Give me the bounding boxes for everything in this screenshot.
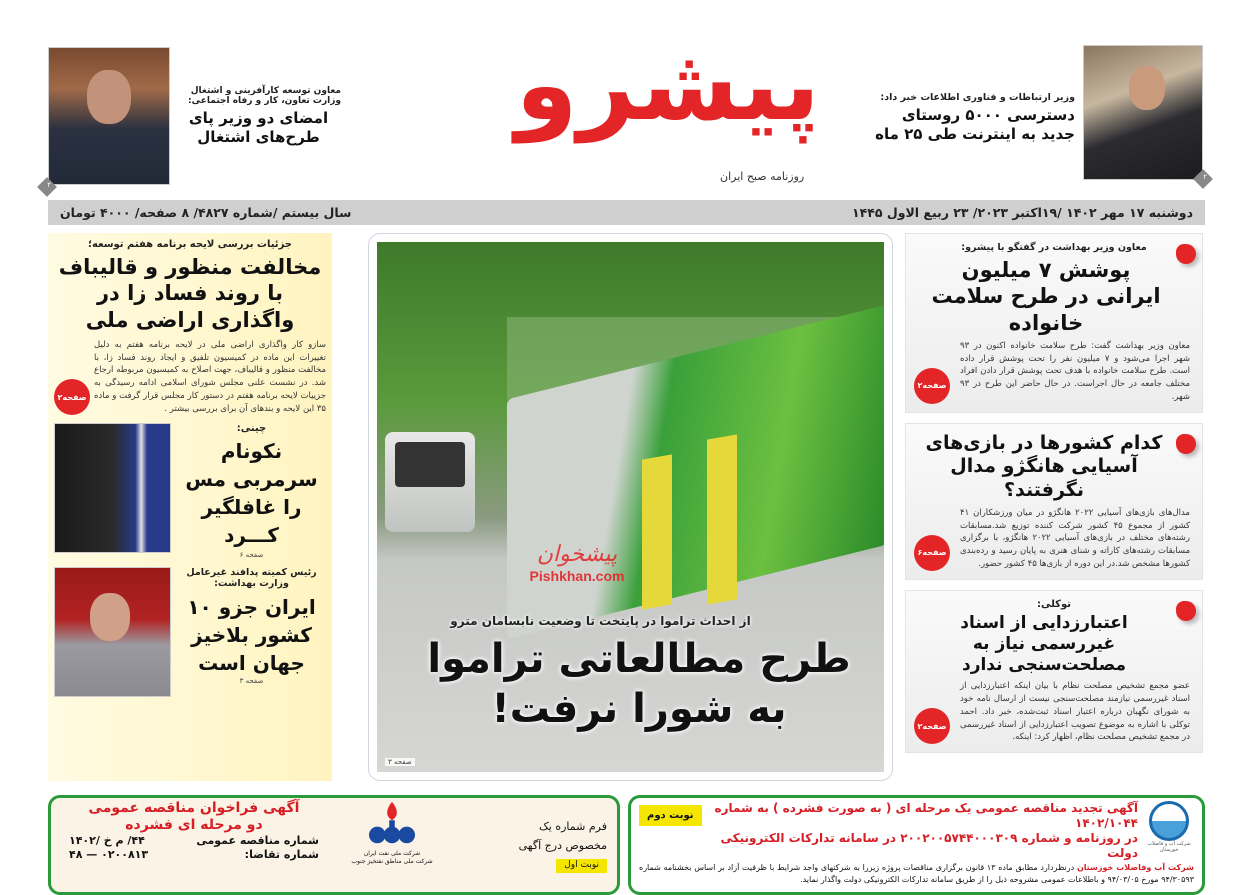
headline: مخالفت منظور و قالیباف با روند فساد زا در واگذاری اراضی ملی xyxy=(58,255,322,332)
coach-photo xyxy=(54,423,171,553)
kicker: رئیس کمیته پدافند غیرعامل وزارت بهداشت: xyxy=(186,567,317,590)
page-marker: ۲ xyxy=(37,177,57,197)
issue-date: دوشنبه ۱۷ مهر ۱۴۰۲ /۱۹اکتبر ۲۰۲۳/ ۲۳ ربیع الاول ۱۴۴۵ xyxy=(851,205,1193,220)
left-column xyxy=(48,233,332,781)
round-badge: نوبت دوم xyxy=(639,805,702,826)
story-2 xyxy=(177,423,326,559)
page-ref: صفحه ۳ xyxy=(385,758,415,766)
page-ref: صفحه ۶ xyxy=(239,551,264,560)
watermark: پیشخوان Pishkhan.com xyxy=(529,542,625,585)
date-bar xyxy=(48,200,1205,225)
ad-title: در روزنامه و شماره ۲۰۰۲۰۰۵۷۴۴۰۰۰۳۰۹ در سامانه تدارکات الکترونیکی دولت xyxy=(720,831,1138,860)
deputy-photo xyxy=(48,47,170,185)
bullet-icon xyxy=(1176,434,1196,454)
headline: نکونام سرمربی مس را غافلگیر کـــرد xyxy=(185,439,318,548)
water-logo-block xyxy=(1144,801,1194,853)
headline: پوشش ۷ میلیون ایرانی در طرح سلامت خانواده xyxy=(931,258,1161,335)
story-2-row xyxy=(54,423,326,559)
page-badge[interactable]: صفحه۶ xyxy=(914,535,950,571)
headline: دسترسی ۵۰۰۰ روستای جدید به اینترنت طی ۲۵ ماه xyxy=(875,106,1075,143)
story-body: عضو مجمع تشخیص مصلحت نظام با بیان اینکه اعتبارزدایی از اسناد غیررسمی نیازمند مصلحت‌سنجی نیست از ارسال نامه خود به شورای نگهبان درباره اعتبار اسناد ثبت‌شده، خبر داد. احمد توکلی با اشاره به موضوع تصویب اعتبارزدایی از اسناد غیررسمی در مجمع تشخیص مصلحت نظام، اظهار کرد: اینکه. xyxy=(960,681,1190,743)
ad-title: دو مرحله ای فشرده xyxy=(125,816,263,833)
kicker: توکلی: xyxy=(1036,598,1072,610)
headline: امضای دو وزیر پای طرح‌های اشتغال xyxy=(188,109,329,146)
issue-number: سال بیستم /شماره ۴۸۲۷/ ۸ صفحه/ ۴۰۰۰ تومان xyxy=(60,205,352,220)
round-badge: نوبت اول xyxy=(556,859,607,873)
kicker: جزئیات بررسی لایحه برنامه هفتم توسعه؛ xyxy=(88,239,292,250)
form-label: فرم شماره یک xyxy=(538,820,607,833)
ad-water-company[interactable] xyxy=(628,795,1205,895)
kicker: چینی: xyxy=(236,423,267,435)
bullet-icon xyxy=(1176,244,1196,264)
minister-photo xyxy=(1083,45,1203,180)
right-story-1 xyxy=(905,233,1203,413)
page-ref: صفحه ۳ xyxy=(239,677,264,686)
page-marker: ۲ xyxy=(1193,169,1213,189)
story-body: سازو کار واگذاری اراضی ملی در لایحه برنامه هفتم به دلیل تغییرات این ماده در کمیسیون تلفیق و ایجاد روند فساد زا، با مخالفت منظور و قالیباف، جهت اصلاح به کمیسیون مربوطه ارجاع شد. در نشست علنی مجلس شورای اسلامی ادامه رسیدگی به جزییات لایحه برنامه هفتم در دستور کار مجلس قرار گرفت و ماده ۳۵ این لایحه و بندهای آن برای بررسی بیشتر . xyxy=(94,339,326,414)
story-3-row xyxy=(54,567,326,697)
bullet-icon xyxy=(1176,601,1196,621)
headline: ایران جزو ۱۰ کشور بلاخیز جهان است xyxy=(187,595,316,676)
ad-title: آگهی فراخوان مناقصه عمومی xyxy=(88,800,300,816)
center-story xyxy=(377,614,884,734)
kicker: معاون توسعه کارآفرینی و اشتغال وزارت تعاون، کار و رفاه اجتماعی: xyxy=(188,86,341,106)
right-story-2 xyxy=(905,423,1203,580)
ad-oil-company[interactable]: فرم شماره یک مخصوص درج آگهی نوبت اول شرکت ملی نفت ایران شرکت ملی مناطق نفتخیز جنوب آگهی فراخوان مناقصه عمومی دو مرحله ای فشرده شماره مناقصه عمومی ۴۴/ م خ /۱۴۰۲ شماره تقاضا: ۰۲۰۰۸۱۳ — ۴۸ xyxy=(48,795,620,895)
lead-story xyxy=(54,239,326,415)
headline: اعتبارزدایی از اسناد غیررسمی نیاز به مصلحت‌سنجی ندارد xyxy=(960,612,1128,675)
story-body: معاون وزیر بهداشت گفت: طرح سلامت خانواده اکنون در ۹۳ شهر اجرا می‌شود و ۷ میلیون نفر را تحت پوشش قرار داده است. طرح سلامت خانواده با هدف تحت پوشش قرار دادن افراد مختلف جامعه در حال اجراست. در حال حاضر این طرح در ۹۳ شهر. xyxy=(960,340,1190,402)
story-body: مدال‌های بازی‌های آسیایی ۲۰۲۲ هانگژو در میان ورزشکاران ۴۱ کشور از مجموع ۴۵ کشور شرکت کننده توزیع شد.مسابقات رشته‌های مختلف در بازی‌های آسیایی ۲۰۲۲ هانگژو، با برگزاری مسابقات رشته‌های کاراته و شنای هنری به پایان رسید و رده‌بندی کشورها مشخص شد.در این دوره از بازی‌ها ۴۵ کشور حضور. xyxy=(960,507,1191,569)
kicker: از احداث تراموا در پایتخت تا وضعیت نابسامان مترو xyxy=(450,614,751,628)
kicker: وزیر ارتباطات و فناوری اطلاعات خبر داد: xyxy=(880,92,1075,103)
masthead-logo xyxy=(515,10,820,195)
top-left-story xyxy=(176,86,341,147)
center-photo-frame xyxy=(368,233,893,781)
form-label: مخصوص درج آگهی xyxy=(518,838,607,852)
tram-photo xyxy=(377,242,884,772)
right-story-3 xyxy=(905,590,1203,754)
logo-text: پیشرو xyxy=(515,26,820,143)
official-photo xyxy=(54,567,171,697)
headline: کدام کشورها در بازی‌های آسیایی هانگژو مدال نگرفتند؟ xyxy=(925,431,1163,501)
nioc-logo: شرکت ملی نفت ایران شرکت ملی مناطق نفتخیز جنوب xyxy=(337,800,447,867)
top-right-story xyxy=(875,92,1075,144)
water-logo xyxy=(1149,801,1189,841)
page-badge[interactable]: صفحه۲ xyxy=(914,708,950,744)
kicker: معاون وزیر بهداشت در گفتگو با پیشرو: xyxy=(961,242,1147,253)
story-3 xyxy=(177,567,326,685)
ad-text: شرکت آب وفاضلاب خوزستان درنظردارد مطابق ماده ۱۳ قانون برگزاری مناقصات پروژه زیررا به شرکتهای واجد شرایط با ظرفیت آزاد بر اساس بخشنامه شماره ۹۴/۳۰۵۹۳ مورخ ۹۴/۰۳/۰۵ و باطلاعات عمومی مشروحه ذیل را از طریق سامانه تدارکات الکترونیکی دولت واگذار نماید. xyxy=(639,863,1194,884)
ad-title: آگهی تجدید مناقصه عمومی یک مرحله ای ( به صورت فشرده ) به شماره ۱۴۰۲/۱۰۴۴ xyxy=(714,801,1138,830)
tagline: روزنامه صبح ایران xyxy=(720,170,805,183)
page-badge[interactable]: صفحه۲ xyxy=(54,379,90,415)
headline: طرح مطالعاتی تراموا به شورا نرفت! xyxy=(427,636,851,732)
logo-caption: شرکت آب و فاضلاب خوزستان xyxy=(1147,841,1191,853)
right-column xyxy=(905,233,1203,753)
page-badge[interactable]: صفحه۲ xyxy=(914,368,950,404)
